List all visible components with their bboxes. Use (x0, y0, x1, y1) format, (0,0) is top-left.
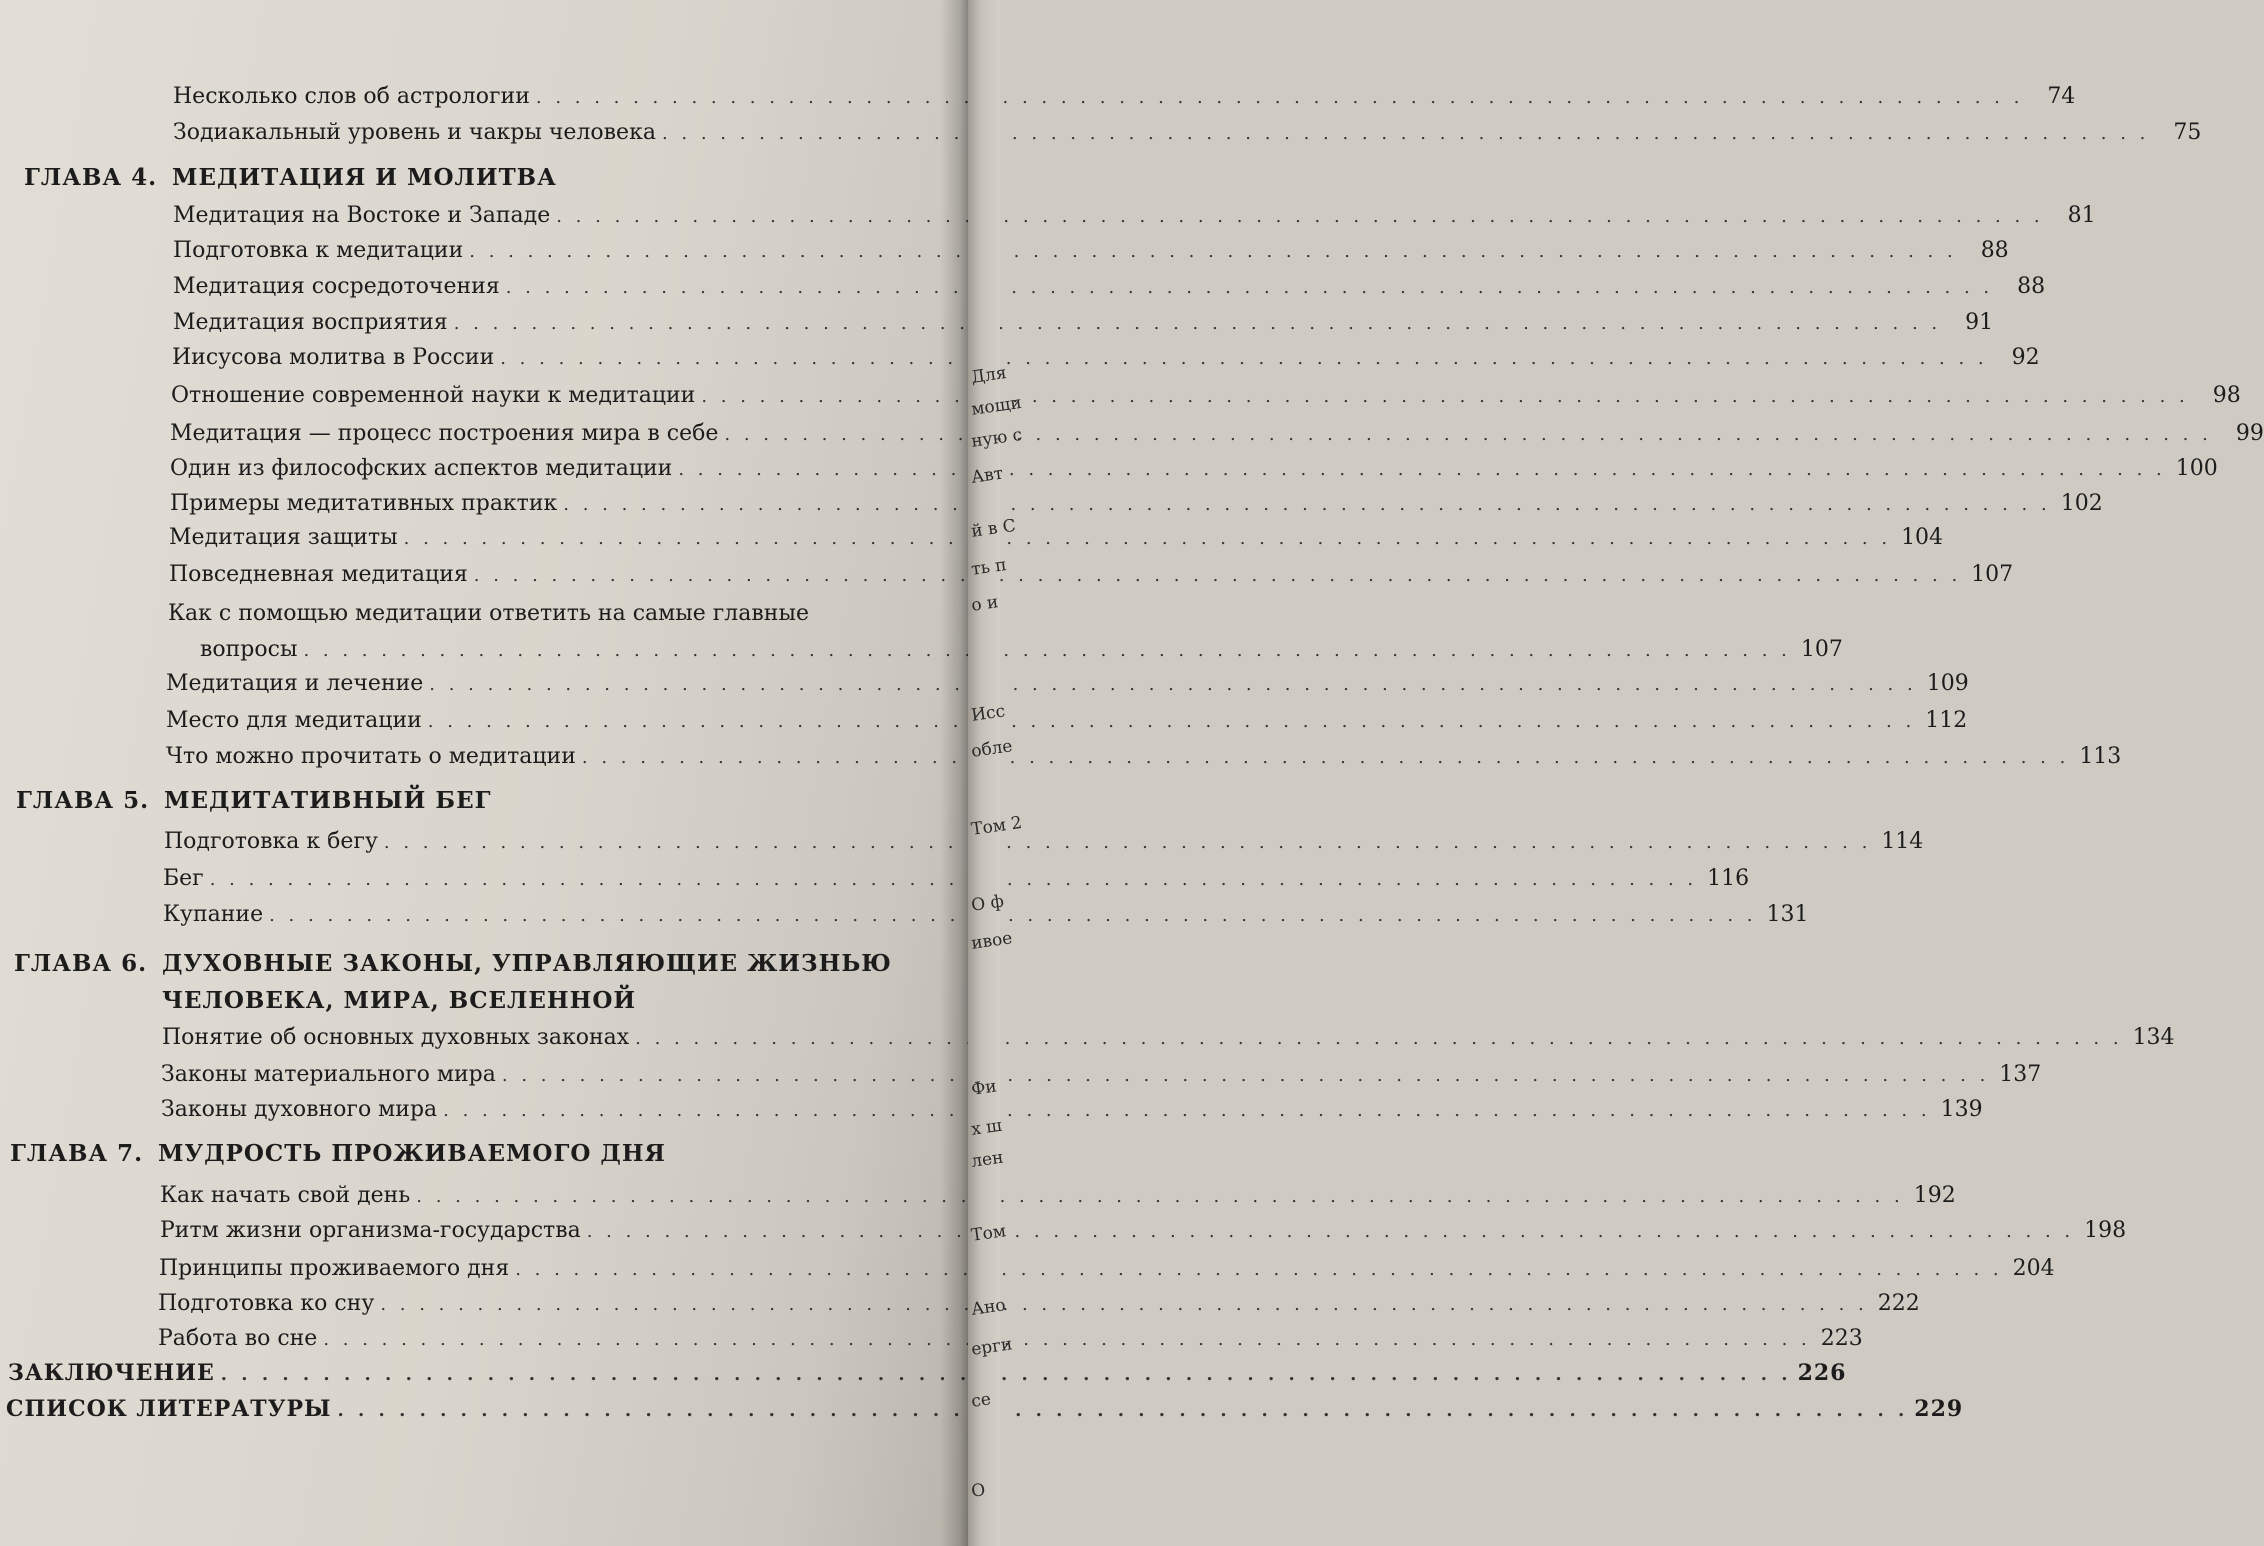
chapter-number: ГЛАВА 7. (10, 1140, 144, 1167)
leader-dots (582, 747, 2069, 768)
toc-entry-label: Как начать свой день (160, 1183, 411, 1208)
toc-entry-label: Медитация сосредоточения (173, 274, 500, 299)
leader-dots (662, 123, 2149, 144)
toc-entry-page: 113 (2079, 744, 2122, 769)
toc-entry (173, 274, 2046, 299)
chapter-heading (16, 787, 491, 814)
fragment-text: Фи (970, 1076, 998, 1100)
toc-entry-label: Подготовка к бегу (164, 829, 378, 854)
toc-entry-label: Повседневная медитация (169, 562, 468, 587)
fragment-text: О (970, 1480, 987, 1502)
toc-entry-page: 112 (1925, 708, 1968, 733)
toc-entry-label: Принципы проживаемого дня (159, 1256, 510, 1281)
chapter-number: ГЛАВА 5. (16, 787, 150, 814)
toc-entry-label: Медитация — процесс построения мира в себе (170, 421, 719, 446)
toc-entry-label: вопросы (200, 637, 298, 662)
toc-entry-page: 81 (2067, 203, 2096, 228)
toc-entry (162, 1025, 2175, 1050)
fragment-text: х ш (970, 1115, 1004, 1140)
leader-dots (380, 1294, 1867, 1315)
chapter-heading (10, 1140, 666, 1167)
chapter-title: МУДРОСТЬ ПРОЖИВАЕМОГО ДНЯ (158, 1140, 666, 1167)
leader-dots (469, 241, 1956, 262)
toc-entry (161, 1062, 2042, 1087)
toc-entry-label: Зодиакальный уровень и чакры человека (173, 120, 656, 145)
toc-entry-page: 204 (2012, 1256, 2055, 1281)
fragment-text: мощи (970, 392, 1023, 420)
leader-dots (337, 1400, 1908, 1421)
adjacent-page-edge (968, 0, 1024, 1546)
fragment-text: Исс (970, 701, 1007, 726)
toc-entry-label: Бег (163, 866, 204, 891)
leader-dots (416, 1186, 1903, 1207)
toc-entry-label: Медитация и лечение (166, 671, 424, 696)
leader-dots (404, 528, 1891, 549)
toc-entry-page: 75 (2173, 120, 2202, 145)
toc-entry-label: Что можно прочитать о медитации (166, 744, 576, 769)
leader-dots (303, 640, 1790, 661)
toc-entry-page: 74 (2047, 84, 2076, 109)
page-fold-shadow (940, 0, 968, 1546)
toc-entry-page: 131 (1766, 902, 1809, 927)
chapter-heading-continued (162, 987, 636, 1014)
toc-entry (173, 84, 2076, 109)
leader-dots (443, 1100, 1930, 1121)
toc-entry-label: Работа во сне (158, 1326, 318, 1351)
toc-entry-page: 107 (1800, 637, 1843, 662)
fragment-text: О ф (970, 891, 1006, 916)
leader-dots (429, 674, 1916, 695)
toc-entry-page: 139 (1940, 1097, 1983, 1122)
toc-entry-label: Несколько слов об астрологии (173, 84, 530, 109)
leader-dots (474, 565, 1961, 586)
leader-dots (500, 348, 1987, 369)
fragment-text: ть п (970, 555, 1008, 580)
toc-entry-label: СПИСОК ЛИТЕРАТУРЫ (6, 1396, 332, 1422)
toc-entry-label: Медитация восприятия (173, 310, 448, 335)
toc-entry-label: Один из философских аспектов медитации (170, 456, 673, 481)
toc-entry-label: Подготовка ко сну (158, 1291, 375, 1316)
toc-entry-final (8, 1360, 1847, 1386)
toc-entry (200, 637, 1843, 662)
toc-entry-page: 223 (1820, 1326, 1863, 1351)
leader-dots (269, 905, 1756, 926)
chapter-title: МЕДИТАЦИЯ И МОЛИТВА (172, 164, 557, 191)
toc-entry (163, 866, 1750, 891)
chapter-heading (14, 950, 892, 977)
toc-entry-label: Иисусова молитва в России (172, 345, 495, 370)
toc-entry-page: 116 (1707, 866, 1750, 891)
toc-entry (170, 491, 2103, 516)
toc-entry-label: ЗАКЛЮЧЕНИЕ (8, 1360, 215, 1386)
leader-dots (323, 1329, 1810, 1350)
chapter-title-line1: ДУХОВНЫЕ ЗАКОНЫ, УПРАВЛЯЮЩИЕ ЖИЗНЬЮ (162, 950, 892, 977)
leader-dots (678, 459, 2165, 480)
leader-dots (428, 711, 1915, 732)
toc-entry-label: Понятие об основных духовных законах (162, 1025, 630, 1050)
fragment-text: Для (970, 363, 1008, 388)
toc-entry-page: 137 (1999, 1062, 2042, 1087)
leader-dots (502, 1065, 1989, 1086)
chapter-title-line2: ЧЕЛОВЕКА, МИРА, ВСЕЛЕННОЙ (162, 987, 637, 1014)
toc-entry-page: 100 (2175, 456, 2218, 481)
toc-entry-label: Медитация защиты (169, 525, 398, 550)
toc-entry-label: Подготовка к медитации (173, 238, 464, 263)
toc-entry-page: 114 (1881, 829, 1924, 854)
fragment-text: се (970, 1389, 993, 1412)
toc-entry-label: Место для медитации (166, 708, 422, 733)
toc-entry-page: 98 (2212, 383, 2241, 408)
fragment-text: ерги (970, 1334, 1014, 1360)
toc-entry-page: 88 (1980, 238, 2009, 263)
leader-dots (701, 386, 2188, 407)
toc-entry-page: 99 (2235, 421, 2264, 446)
leader-dots (536, 87, 2023, 108)
toc-entry (173, 238, 2009, 263)
toc-entry-page: 229 (1914, 1396, 1964, 1422)
toc-entry-label: Законы духовного мира (161, 1097, 438, 1122)
fragment-text: й в С (970, 515, 1018, 542)
fragment-text: Том 2 (970, 812, 1024, 840)
leader-dots (506, 277, 1993, 298)
toc-entry-page: 222 (1877, 1291, 1920, 1316)
leader-dots (563, 494, 2050, 515)
toc-entry-page: 134 (2132, 1025, 2175, 1050)
toc-entry (164, 829, 1924, 854)
fragment-text: лен (970, 1147, 1005, 1172)
toc-entry-page: 102 (2060, 491, 2103, 516)
toc-entry (173, 310, 1994, 335)
toc-entry (173, 203, 2096, 228)
toc-entry (166, 671, 1969, 696)
toc-entry (172, 345, 2040, 370)
toc-entry-page: 192 (1913, 1183, 1956, 1208)
chapter-title: МЕДИТАТИВНЫЙ БЕГ (164, 787, 492, 814)
toc-entry-label: Купание (163, 902, 264, 927)
fragment-text: Ано (970, 1295, 1007, 1320)
fragment-text: Авт (970, 463, 1005, 488)
fragment-text: ивое (970, 928, 1014, 954)
leader-dots (556, 206, 2043, 227)
toc-entry-label: Примеры медитативных практик (170, 491, 558, 516)
chapter-heading (24, 164, 557, 191)
toc-entry (160, 1183, 1956, 1208)
fragment-text: обле (970, 736, 1014, 762)
chapter-number: ГЛАВА 4. (24, 164, 158, 191)
leader-dots (515, 1259, 2002, 1280)
fragment-text: ную с (970, 424, 1024, 452)
toc-entry-page: 88 (2017, 274, 2046, 299)
toc-entry (161, 1097, 1983, 1122)
toc-entry-label: Законы материального мира (161, 1062, 496, 1087)
toc-entry-page: 104 (1901, 525, 1944, 550)
leader-dots (384, 832, 1871, 853)
toc-entry-label: Отношение современной науки к медитации (171, 383, 696, 408)
toc-entry-page: 226 (1797, 1360, 1847, 1386)
toc-entry-page: 92 (2011, 345, 2040, 370)
fragment-text: о и (970, 592, 1000, 616)
toc-entry-page: 91 (1965, 310, 1994, 335)
toc-entry (159, 1256, 2055, 1281)
toc-entry-label-line1: Как с помощью медитации ответить на самые главные (168, 601, 809, 626)
leader-dots (454, 313, 1941, 334)
leader-dots (587, 1221, 2074, 1242)
leader-dots (635, 1028, 2122, 1049)
toc-entry-label: Ритм жизни организма-государства (160, 1218, 581, 1243)
toc-entry-page: 109 (1926, 671, 1969, 696)
chapter-number: ГЛАВА 6. (14, 950, 148, 977)
toc-entry-page: 198 (2084, 1218, 2127, 1243)
toc-entry-label: Медитация на Востоке и Западе (173, 203, 551, 228)
toc-entry-page: 107 (1971, 562, 2014, 587)
toc-entry (173, 120, 2202, 145)
leader-dots (221, 1364, 1792, 1385)
fragment-text: Том (970, 1221, 1008, 1246)
